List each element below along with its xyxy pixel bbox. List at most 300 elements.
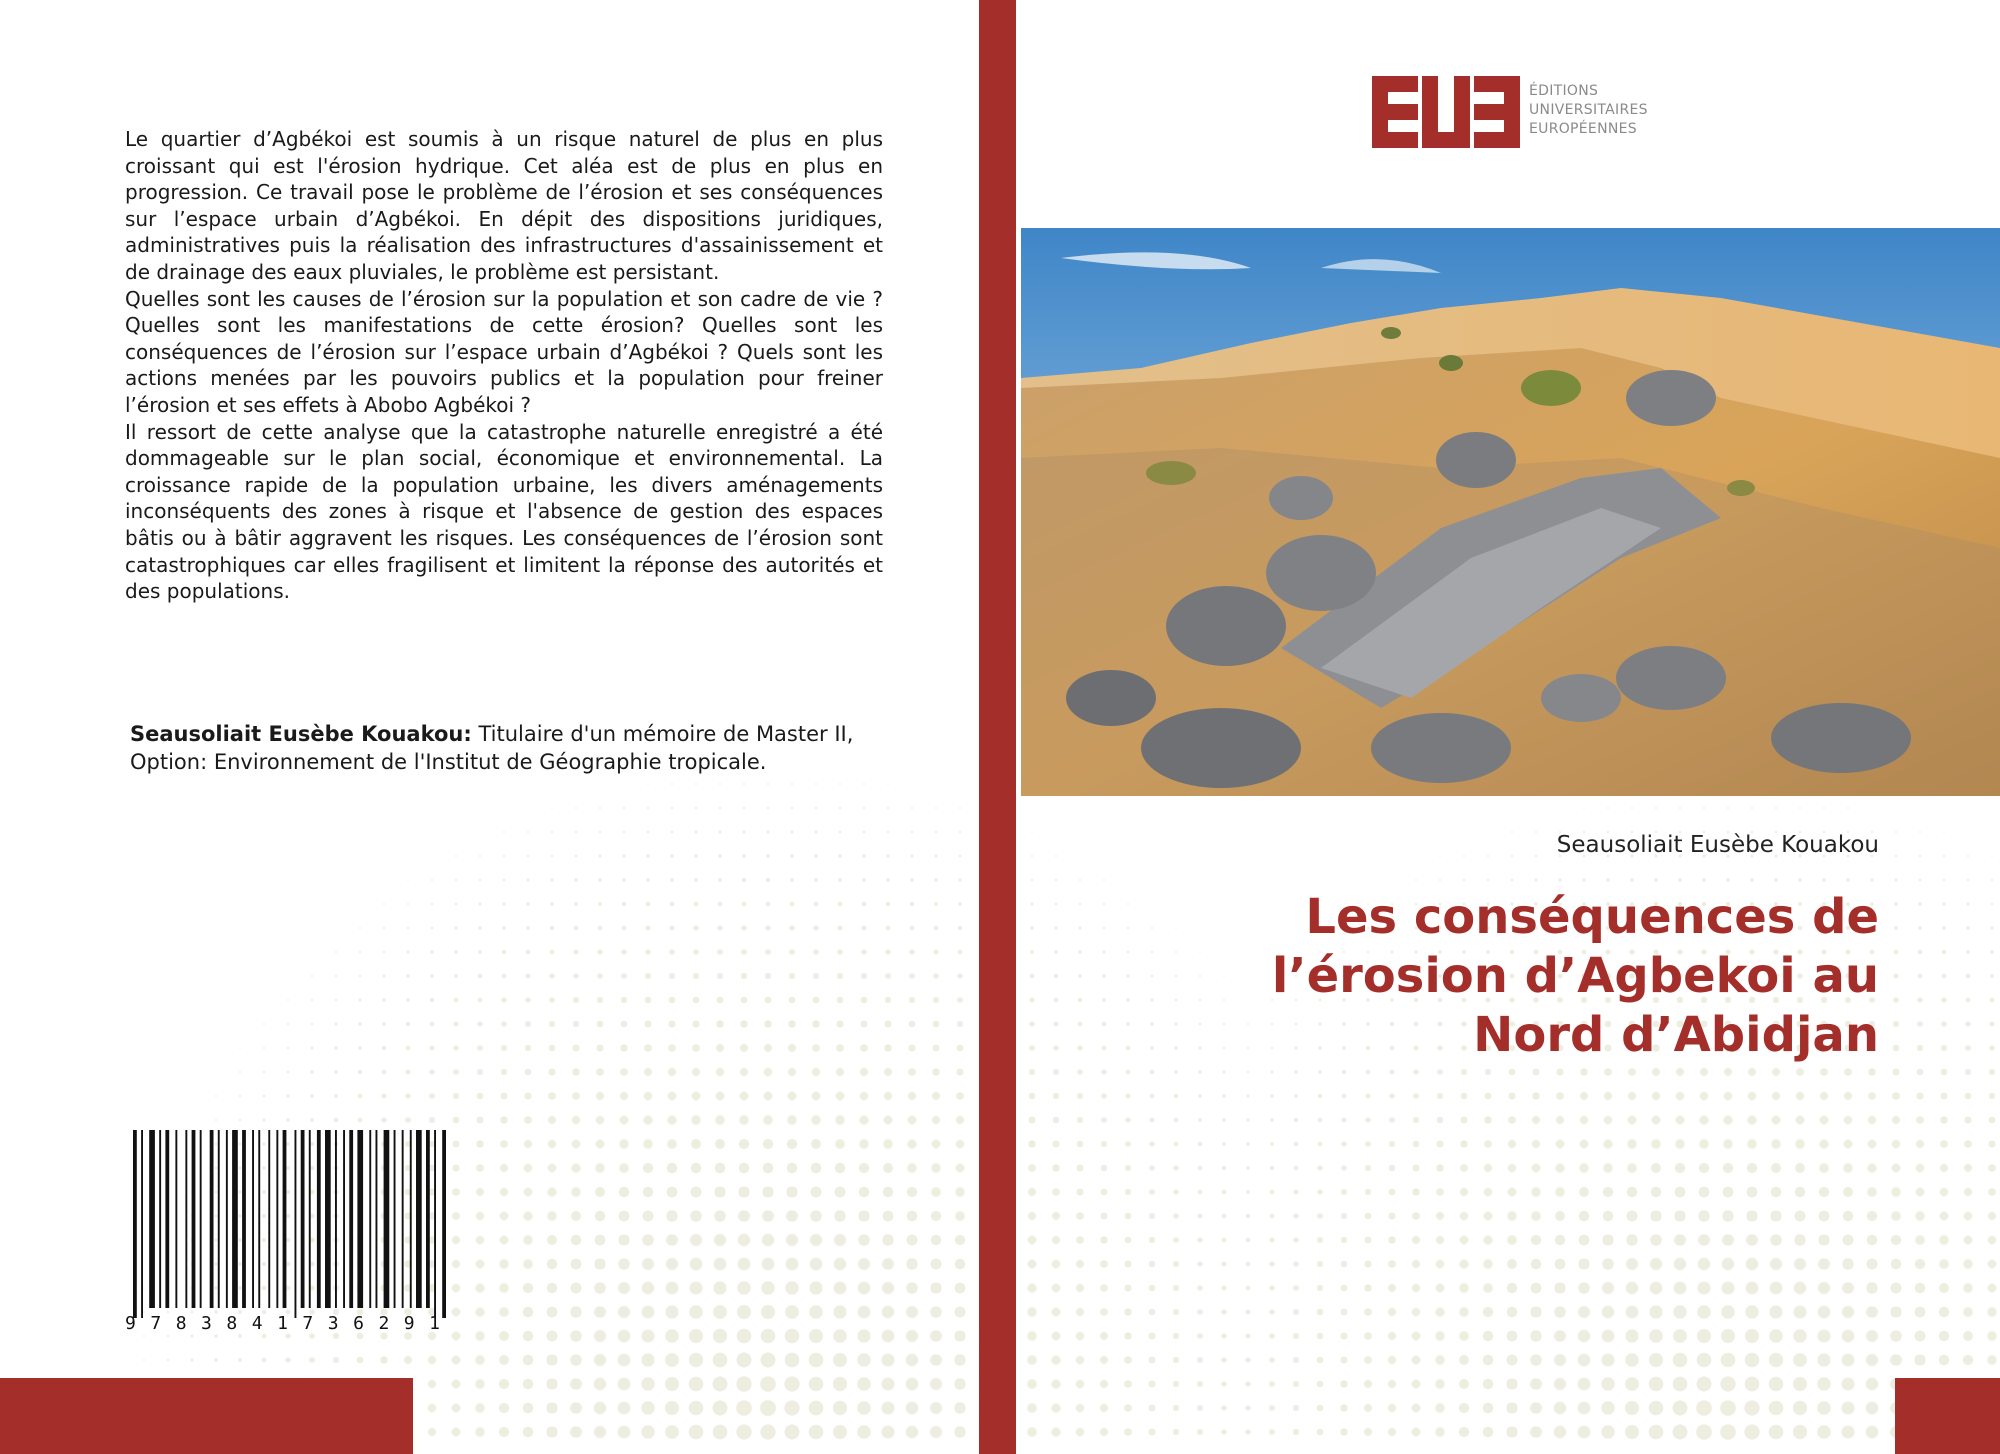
halftone-dot: [1223, 1071, 1226, 1074]
halftone-dot: [954, 1354, 965, 1365]
halftone-dot: [1988, 1284, 1997, 1293]
halftone-dot: [1649, 1401, 1664, 1416]
halftone-dot: [598, 926, 603, 931]
halftone-dot: [1027, 1331, 1037, 1341]
halftone-dot: [571, 1211, 581, 1221]
halftone-dot: [475, 1283, 484, 1292]
halftone-dot: [670, 878, 674, 882]
halftone-dot: [595, 1235, 606, 1246]
halftone-dot: [1126, 1046, 1130, 1050]
halftone-dot: [791, 831, 794, 834]
halftone-dot: [1772, 1116, 1781, 1125]
halftone-dot: [1054, 1022, 1059, 1027]
halftone-dot: [906, 1330, 918, 1342]
halftone-dot: [1364, 1404, 1372, 1412]
halftone-dot: [1531, 1211, 1541, 1221]
halftone-dot: [1818, 1306, 1831, 1319]
halftone-dot: [787, 1163, 798, 1174]
halftone-dot: [858, 1306, 871, 1319]
halftone-dot: [620, 1044, 627, 1051]
halftone-dot: [1655, 807, 1657, 809]
halftone-dot: [1602, 1354, 1615, 1367]
halftone-dot: [1029, 1069, 1035, 1075]
halftone-dot: [713, 1281, 726, 1294]
halftone-dot: [1654, 878, 1658, 882]
halftone-dot: [618, 1402, 631, 1415]
halftone-dot: [526, 950, 530, 954]
halftone-dot: [1028, 1140, 1035, 1147]
halftone-dot: [1076, 1356, 1085, 1365]
halftone-dot: [1891, 1283, 1902, 1294]
halftone-dot: [833, 1425, 847, 1439]
halftone-dot: [1769, 1329, 1783, 1343]
halftone-dot: [1484, 1164, 1492, 1172]
halftone-dot: [643, 1187, 654, 1198]
barcode-bar: [252, 1130, 254, 1308]
halftone-dot: [1627, 1139, 1636, 1148]
halftone-dot: [713, 1353, 728, 1368]
halftone-dot: [906, 1258, 917, 1269]
halftone-dot: [1530, 1306, 1541, 1317]
halftone-dot: [1651, 1163, 1661, 1173]
halftone-dot: [1578, 1330, 1590, 1342]
halftone-dot: [1198, 1190, 1203, 1195]
halftone-dot: [1578, 1306, 1590, 1318]
halftone-dot: [1173, 1429, 1179, 1435]
halftone-dot: [766, 878, 770, 882]
halftone-dot: [762, 1258, 775, 1271]
halftone-dot: [1965, 1069, 1971, 1075]
halftone-dot: [863, 807, 865, 809]
halftone-dot: [1866, 1378, 1878, 1390]
halftone-dot: [1028, 1212, 1036, 1220]
halftone-dot: [1051, 1355, 1060, 1364]
halftone-dot: [1892, 1092, 1900, 1100]
halftone-dot: [1988, 1188, 1996, 1196]
halftone-dot: [1578, 1354, 1591, 1367]
halftone-dot: [1246, 1262, 1251, 1267]
halftone-dot: [1556, 1140, 1565, 1149]
halftone-dot: [1818, 1282, 1830, 1294]
halftone-dot: [1483, 1235, 1492, 1244]
halftone-dot: [1317, 1381, 1324, 1388]
barcode-bar: [159, 1130, 161, 1308]
halftone-dot: [622, 878, 626, 882]
barcode-bar: [416, 1130, 422, 1308]
halftone-dot: [1942, 974, 1947, 979]
halftone-dot: [860, 1068, 868, 1076]
halftone-dot: [736, 1424, 751, 1439]
halftone-dot: [1246, 1334, 1251, 1339]
halftone-dot: [1483, 1355, 1494, 1366]
halftone-dot: [1772, 1068, 1780, 1076]
halftone-dot: [1507, 1355, 1518, 1366]
halftone-dot: [1124, 1332, 1131, 1339]
halftone-dot: [406, 1070, 411, 1075]
halftone-dot: [958, 950, 963, 955]
halftone-dot: [1173, 1405, 1179, 1411]
halftone-dot: [1125, 1261, 1132, 1268]
halftone-dot: [1389, 1093, 1394, 1098]
halftone-dot: [619, 1139, 628, 1148]
halftone-dot: [1412, 1188, 1419, 1195]
halftone-dot: [713, 1377, 728, 1392]
halftone-dot: [1555, 1259, 1566, 1270]
halftone-dot: [1556, 1116, 1564, 1124]
halftone-dot: [1102, 1022, 1106, 1026]
halftone-dot: [430, 1046, 435, 1051]
halftone-dot: [311, 999, 313, 1001]
back-cover-red-band: [0, 1378, 413, 1454]
halftone-dot: [789, 997, 796, 1004]
halftone-dot: [1963, 1283, 1973, 1293]
halftone-dot: [1293, 1357, 1299, 1363]
halftone-dot: [857, 1353, 870, 1366]
halftone-dot: [1149, 1429, 1156, 1436]
halftone-dot: [499, 1259, 508, 1268]
halftone-dot: [959, 855, 962, 858]
halftone-dot: [1317, 1213, 1323, 1219]
halftone-dot: [1846, 878, 1849, 881]
halftone-dot: [786, 1234, 798, 1246]
halftone-dot: [715, 1163, 726, 1174]
halftone-dot: [835, 1139, 845, 1149]
halftone-dot: [1052, 1332, 1061, 1341]
halftone-dot: [1222, 1118, 1226, 1122]
halftone-dot: [1270, 1166, 1274, 1170]
halftone-dot: [1555, 1163, 1564, 1172]
halftone-dot: [693, 925, 698, 930]
halftone-dot: [1604, 1092, 1612, 1100]
barcode-bar: [185, 1130, 187, 1308]
halftone-dot: [1942, 902, 1945, 905]
halftone-dot: [1818, 1234, 1829, 1245]
halftone-dot: [1052, 1188, 1060, 1196]
isbn-digits: 9 7 8 3 8 4 1 7 3 6 2 9 1: [125, 1313, 440, 1334]
halftone-dot: [570, 1426, 582, 1438]
halftone-dot: [455, 879, 457, 881]
halftone-dot: [526, 902, 529, 905]
halftone-dot: [476, 1140, 483, 1147]
halftone-dot: [882, 1234, 893, 1245]
halftone-dot: [1412, 1236, 1420, 1244]
halftone-dot: [812, 1092, 821, 1101]
halftone-dot: [525, 997, 530, 1002]
halftone-dot: [574, 950, 579, 955]
halftone-dot: [1197, 1429, 1203, 1435]
halftone-dot: [572, 1068, 579, 1075]
isbn-barcode: [125, 1130, 455, 1335]
halftone-dot: [549, 997, 555, 1003]
barcode-bar: [394, 1130, 396, 1308]
halftone-dot: [669, 997, 676, 1004]
halftone-dot: [689, 1305, 703, 1319]
halftone-dot: [1461, 1117, 1468, 1124]
halftone-dot: [381, 1117, 386, 1122]
halftone-dot: [833, 1353, 847, 1367]
halftone-dot: [1915, 1283, 1926, 1294]
halftone-dot: [1794, 1234, 1805, 1245]
halftone-dot: [668, 1092, 677, 1101]
halftone-dot: [1508, 1116, 1516, 1124]
halftone-dot: [1197, 1405, 1203, 1411]
halftone-dot: [334, 1046, 337, 1049]
halftone-dot: [1746, 1258, 1758, 1270]
halftone-dot: [713, 1305, 727, 1319]
halftone-dot: [570, 1402, 582, 1414]
halftone-dot: [1940, 1116, 1947, 1123]
halftone-dot: [1031, 903, 1034, 906]
halftone-dot: [1246, 1238, 1250, 1242]
halftone-dot: [857, 1377, 871, 1391]
halftone-dot: [957, 1045, 964, 1052]
halftone-dot: [476, 1188, 484, 1196]
halftone-dot: [887, 831, 890, 834]
halftone-dot: [740, 1068, 748, 1076]
halftone-dot: [764, 1044, 772, 1052]
halftone-dot: [765, 925, 770, 930]
barcode-bar: [276, 1130, 278, 1308]
halftone-dot: [1412, 1260, 1420, 1268]
halftone-dot: [647, 783, 649, 785]
halftone-dot: [1052, 1212, 1060, 1220]
halftone-dot: [1149, 1213, 1155, 1219]
halftone-dot: [1127, 927, 1129, 929]
halftone-dot: [1842, 1282, 1854, 1294]
halftone-dot: [1437, 1141, 1444, 1148]
halftone-dot: [1580, 1116, 1588, 1124]
halftone-dot: [548, 1140, 556, 1148]
halftone-dot: [715, 1139, 725, 1149]
halftone-dot: [1269, 1261, 1274, 1266]
halftone-dot: [429, 1093, 435, 1099]
halftone-dot: [1893, 1069, 1900, 1076]
halftone-dot: [1579, 1211, 1589, 1221]
halftone-dot: [1149, 1405, 1156, 1412]
halftone-dot: [1294, 1166, 1299, 1171]
halftone-dot: [1102, 974, 1106, 978]
halftone-dot: [548, 1116, 556, 1124]
halftone-dot: [1317, 1333, 1324, 1340]
halftone-dot: [1894, 926, 1898, 930]
halftone-dot: [930, 1330, 942, 1342]
halftone-dot: [1699, 1115, 1708, 1124]
halftone-dot: [501, 1045, 507, 1051]
halftone-dot: [959, 831, 961, 833]
barcode-bar: [210, 1130, 214, 1308]
halftone-dot: [646, 854, 649, 857]
halftone-dot: [1939, 1331, 1950, 1342]
halftone-dot: [453, 1069, 459, 1075]
halftone-dot: [1198, 1118, 1202, 1122]
halftone-dot: [1052, 1236, 1060, 1244]
halftone-dot: [1555, 1211, 1565, 1221]
halftone-dot: [1100, 1404, 1108, 1412]
halftone-dot: [1842, 1330, 1855, 1343]
barcode-bar: [426, 1130, 430, 1308]
halftone-dot: [1699, 1139, 1709, 1149]
halftone-dot: [719, 831, 722, 834]
halftone-dot: [1916, 1092, 1923, 1099]
barcode-bar: [165, 1130, 169, 1308]
halftone-dot: [930, 1426, 942, 1438]
halftone-dot: [1530, 1402, 1542, 1414]
halftone-dot: [761, 1353, 776, 1368]
halftone-dot: [1389, 1117, 1395, 1123]
halftone-dot: [618, 1378, 631, 1391]
halftone-dot: [911, 831, 914, 834]
halftone-dot: [1894, 902, 1898, 906]
halftone-dot: [1149, 1261, 1156, 1268]
halftone-dot: [620, 1092, 628, 1100]
halftone-dot: [665, 1377, 679, 1391]
halftone-dot: [1318, 1094, 1322, 1098]
halftone-dot: [594, 1282, 606, 1294]
halftone-dot: [1174, 1142, 1179, 1147]
halftone-dot: [380, 1356, 387, 1363]
halftone-dot: [1149, 1237, 1155, 1243]
halftone-dot: [1197, 1309, 1203, 1315]
halftone-dot: [1197, 1261, 1202, 1266]
halftone-dot: [1798, 878, 1802, 882]
halftone-dot: [1076, 1428, 1085, 1437]
halftone-dot: [765, 997, 772, 1004]
halftone-dot: [1727, 807, 1729, 809]
halftone-dot: [1173, 1261, 1179, 1267]
halftone-dot: [334, 1118, 338, 1122]
halftone-dot: [670, 854, 673, 857]
halftone-dot: [599, 831, 602, 834]
halftone-dot: [714, 1186, 725, 1197]
halftone-dot: [1027, 1355, 1037, 1365]
halftone-dot: [500, 1236, 509, 1245]
halftone-dot: [1601, 1377, 1614, 1390]
halftone-dot: [547, 1259, 557, 1269]
halftone-dot: [499, 1355, 509, 1365]
halftone-dot: [1771, 1139, 1781, 1149]
halftone-dot: [1990, 950, 1994, 954]
halftone-dot: [1674, 1210, 1685, 1221]
halftone-dot: [809, 1281, 822, 1294]
halftone-dot: [784, 1376, 799, 1391]
halftone-dot: [1919, 831, 1921, 833]
halftone-dot: [619, 1211, 630, 1222]
halftone-dot: [1030, 998, 1035, 1003]
halftone-dot: [884, 1092, 892, 1100]
halftone-dot: [523, 1403, 534, 1414]
halftone-dot: [594, 1306, 606, 1318]
barcode-bar: [242, 1130, 246, 1308]
halftone-dot: [934, 950, 939, 955]
halftone-dot: [503, 855, 505, 857]
halftone-dot: [908, 1044, 915, 1051]
halftone-dot: [1554, 1402, 1566, 1414]
halftone-dot: [1673, 1401, 1688, 1416]
halftone-dot: [1746, 1282, 1759, 1295]
halftone-dot: [1554, 1426, 1566, 1438]
halftone-dot: [935, 855, 938, 858]
halftone-dot: [1769, 1425, 1784, 1440]
halftone-dot: [1794, 1258, 1806, 1270]
halftone-dot: [884, 1044, 891, 1051]
halftone-dot: [1724, 1068, 1732, 1076]
barcode-bar: [175, 1130, 177, 1308]
halftone-dot: [525, 1069, 532, 1076]
halftone-dot: [1988, 1236, 1997, 1245]
halftone-dot: [1054, 926, 1057, 929]
halftone-dot: [572, 1116, 580, 1124]
halftone-dot: [407, 903, 409, 905]
halftone-dot: [1270, 1142, 1274, 1146]
barcode-bar: [335, 1130, 337, 1308]
halftone-dot: [1151, 927, 1153, 929]
halftone-dot: [475, 1307, 484, 1316]
halftone-dot: [1893, 997, 1899, 1003]
halftone-dot: [1866, 1426, 1879, 1439]
halftone-dot: [1487, 855, 1489, 857]
halftone-dot: [1052, 1164, 1059, 1171]
halftone-dot: [523, 1379, 534, 1390]
halftone-dot: [1173, 1165, 1178, 1170]
halftone-dot: [383, 903, 385, 905]
halftone-dot: [1554, 1330, 1566, 1342]
halftone-dot: [1554, 1354, 1566, 1366]
halftone-dot: [930, 1402, 942, 1414]
halftone-dot: [809, 1425, 824, 1440]
halftone-dot: [1246, 1310, 1251, 1315]
halftone-dot: [310, 1070, 313, 1073]
halftone-dot: [762, 1186, 773, 1197]
halftone-dot: [550, 878, 553, 881]
halftone-dot: [767, 783, 769, 785]
halftone-dot: [930, 1354, 942, 1366]
halftone-dot: [883, 1187, 893, 1197]
halftone-dot: [811, 1115, 820, 1124]
halftone-dot: [500, 1140, 508, 1148]
halftone-dot: [834, 1210, 845, 1221]
halftone-dot: [1221, 1405, 1226, 1410]
halftone-dot: [333, 1357, 339, 1363]
halftone-dot: [834, 1282, 847, 1295]
halftone-dot: [1198, 1070, 1201, 1073]
halftone-dot: [1101, 1141, 1107, 1147]
halftone-dot: [932, 1068, 939, 1075]
halftone-dot: [838, 878, 842, 882]
halftone-dot: [1918, 974, 1923, 979]
halftone-dot: [933, 997, 939, 1003]
halftone-dot: [1100, 1332, 1108, 1340]
halftone-dot: [358, 1022, 361, 1025]
halftone-dot: [742, 902, 747, 907]
halftone-dot: [1365, 1189, 1371, 1195]
halftone-dot: [861, 949, 866, 954]
halftone-dot: [526, 974, 531, 979]
halftone-dot: [1222, 1166, 1226, 1170]
halftone-dot: [1991, 855, 1993, 857]
halftone-dot: [1124, 1404, 1132, 1412]
halftone-dot: [908, 1068, 916, 1076]
halftone-dot: [503, 831, 505, 833]
halftone-dot: [837, 973, 843, 979]
halftone-dot: [454, 1022, 459, 1027]
halftone-dot: [859, 1187, 870, 1198]
halftone-dot: [1078, 998, 1082, 1002]
halftone-dot: [815, 783, 817, 785]
halftone-dot: [1341, 1213, 1347, 1219]
halftone-dot: [1389, 1189, 1396, 1196]
halftone-dot: [1485, 1093, 1492, 1100]
halftone-dot: [1943, 855, 1945, 857]
